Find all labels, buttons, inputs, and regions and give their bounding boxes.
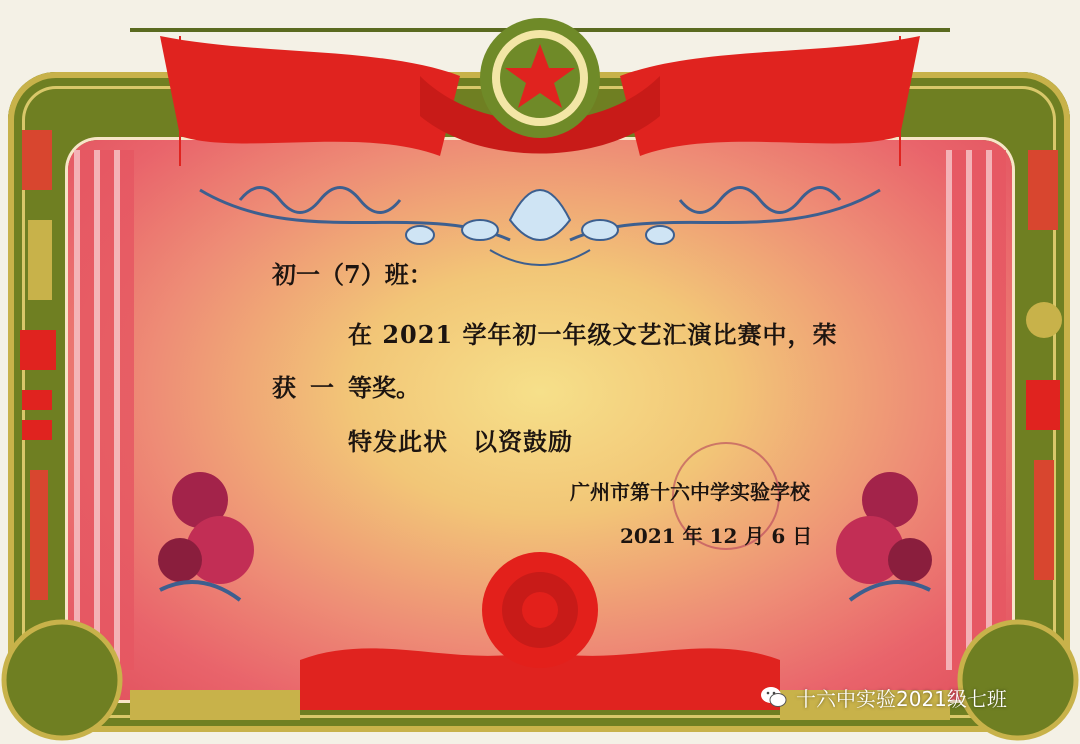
red-curtain-banner — [120, 16, 960, 186]
watermark-text: 十六中实验2021级七班 — [796, 686, 1007, 711]
emblem-badge — [480, 18, 600, 138]
account-watermark — [760, 680, 1007, 714]
award-text-prefix: 获 — [272, 373, 296, 402]
issue-date: 2021 年 12 月 6 日 — [620, 524, 813, 548]
award-rank: 一 — [310, 373, 334, 402]
recipient-class: 初一（7）班： — [272, 260, 433, 289]
wechat-icon — [760, 685, 788, 709]
award-text-line-2 — [272, 368, 420, 403]
award-text-suffix: 等奖。 — [348, 373, 420, 402]
award-text-line-1: 在 2021 学年初一年级文艺汇演比赛中，荣 — [348, 320, 838, 349]
closing-phrase: 特发此状 以资鼓励 — [348, 427, 573, 456]
issuing-school: 广州市第十六中学实验学校 — [570, 480, 810, 504]
